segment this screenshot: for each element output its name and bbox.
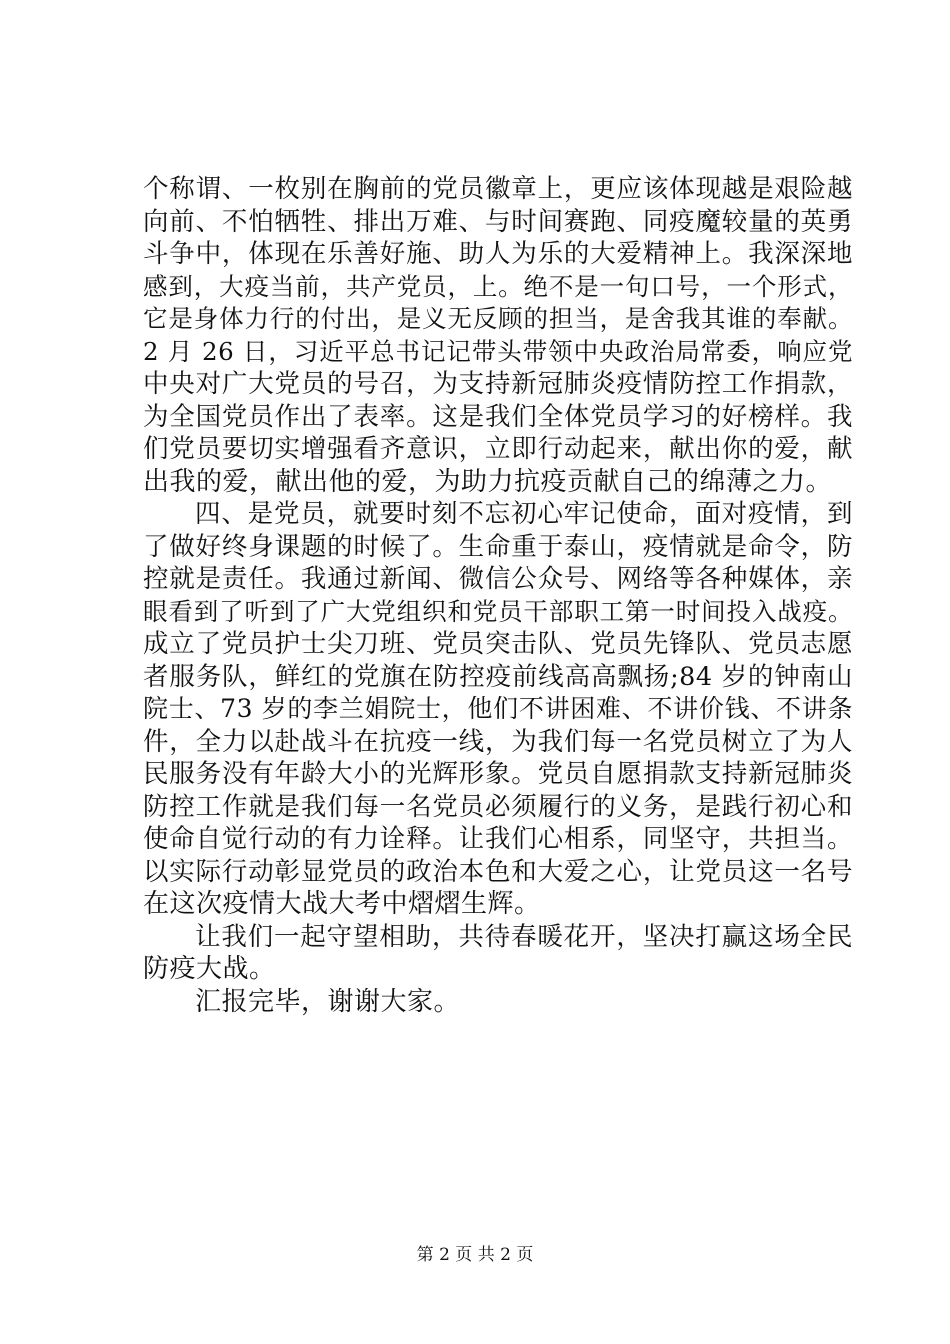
text-line: 控就是责任。我通过新闻、微信公众号、网络等各种媒体，亲 <box>143 564 853 594</box>
text-line: 中央对广大党员的号召，为支持新冠肺炎疫情防控工作捐款， <box>143 369 853 399</box>
text-line: 者服务队，鲜红的党旗在防控疫前线高高飘扬;84 岁的钟南山 <box>143 661 853 692</box>
text-line: 它是身体力行的付出，是义无反顾的担当，是舍我其谁的奉献。 <box>143 304 853 333</box>
text-line: 民服务没有年龄大小的光辉形象。党员自愿捐款支持新冠肺炎 <box>143 759 853 789</box>
text-line: 斗争中，体现在乐善好施、助人为乐的大爱精神上。我深深地 <box>143 239 853 269</box>
document-body <box>143 173 853 1018</box>
text-line: 在这次疫情大战大考中熠熠生辉。 <box>143 889 541 919</box>
paragraph-start-line: 四、是党员，就要时刻不忘初心牢记使命，面对疫情，到 <box>195 499 853 529</box>
paragraph-start-line: 汇报完毕，谢谢大家。 <box>195 986 461 1017</box>
text-line: 使命自觉行动的有力诠释。让我们心相系，同坚守，共担当。 <box>143 824 853 854</box>
paragraph-start-line: 让我们一起守望相助，共待春暖花开，坚决打赢这场全民 <box>195 921 853 952</box>
text-line: 防控工作就是我们每一名党员必须履行的义务，是践行初心和 <box>143 791 853 822</box>
text-line: 了做好终身课题的时候了。生命重于泰山，疫情就是命令，防 <box>143 531 853 562</box>
page-footer: 第 2 页 共 2 页 <box>416 1245 534 1265</box>
text-line: 防疫大战。 <box>143 954 276 984</box>
text-line: 眼看到了听到了广大党组织和党员干部职工第一时间投入战疫。 <box>143 596 853 626</box>
text-line: 感到，大疫当前，共产党员，上。绝不是一句口号，一个形式， <box>143 271 853 301</box>
text-line: 2 月 26 日，习近平总书记记带头带领中央政治局常委，响应党 <box>143 336 853 366</box>
text-line: 成立了党员护士尖刀班、党员突击队、党员先锋队、党员志愿 <box>143 629 853 659</box>
text-line: 们党员要切实增强看齐意识，立即行动起来，献出你的爱，献 <box>143 434 853 464</box>
text-line: 为全国党员作出了表率。这是我们全体党员学习的好榜样。我 <box>143 401 853 432</box>
text-line: 个称谓、一枚别在胸前的党员徽章上，更应该体现越是艰险越 <box>143 174 853 204</box>
text-line: 出我的爱，献出他的爱，为助力抗疫贡献自己的绵薄之力。 <box>143 466 833 497</box>
text-line: 院士、73 岁的李兰娟院士，他们不讲困难、不讲价钱、不讲条 <box>143 694 853 723</box>
text-line: 件，全力以赴战斗在抗疫一线，为我们每一名党员树立了为人 <box>143 726 853 757</box>
text-line: 向前、不怕牺牲、排出万难、与时间赛跑、同疫魔较量的英勇 <box>143 206 853 237</box>
text-line: 以实际行动彰显党员的政治本色和大爱之心，让党员这一名号 <box>143 856 853 887</box>
